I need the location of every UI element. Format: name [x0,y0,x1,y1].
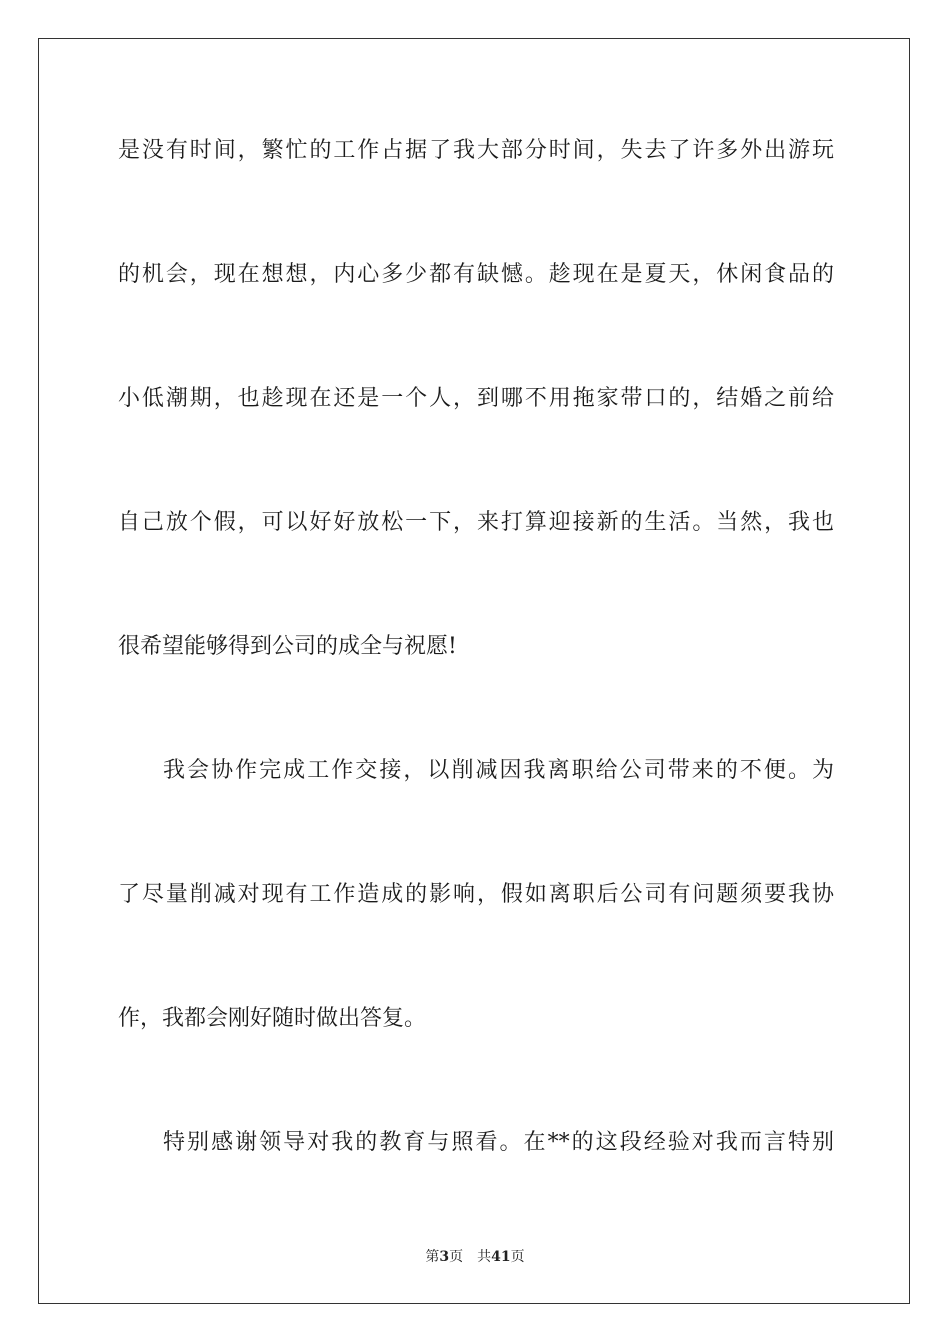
footer-page-suffix: 页 [449,1249,464,1265]
footer-page-prefix: 第 [425,1249,440,1265]
footer-total-pages: 41 [491,1249,511,1265]
page-border [38,38,910,1304]
body-line-4: 自己放个假，可以好好放松一下，来打算迎接新的生活。当然，我也 [118,510,834,535]
body-line-8: 作，我都会刚好随时做出答复。 [118,1006,427,1031]
body-line-6: 我会协作完成工作交接，以削减因我离职给公司带来的不便。为 [163,758,834,783]
page-footer [0,1248,950,1266]
body-line-1: 是没有时间，繁忙的工作占据了我大部分时间，失去了许多外出游玩 [118,138,834,163]
body-line-3: 小低潮期，也趁现在还是一个人，到哪不用拖家带口的，结婚之前给 [118,386,834,411]
body-line-2: 的机会，现在想想，内心多少都有缺憾。趁现在是夏天，休闲食品的 [118,262,834,287]
body-line-5: 很希望能够得到公司的成全与祝愿! [118,634,457,659]
body-line-9: 特别感谢领导对我的教育与照看。在**的这段经验对我而言特别 [163,1130,834,1155]
footer-total-suffix: 页 [510,1249,525,1265]
footer-total-prefix: 共 [477,1249,492,1265]
body-line-7: 了尽量削减对现有工作造成的影响，假如离职后公司有问题须要我协 [118,882,834,907]
footer-page-number: 3 [439,1249,450,1265]
